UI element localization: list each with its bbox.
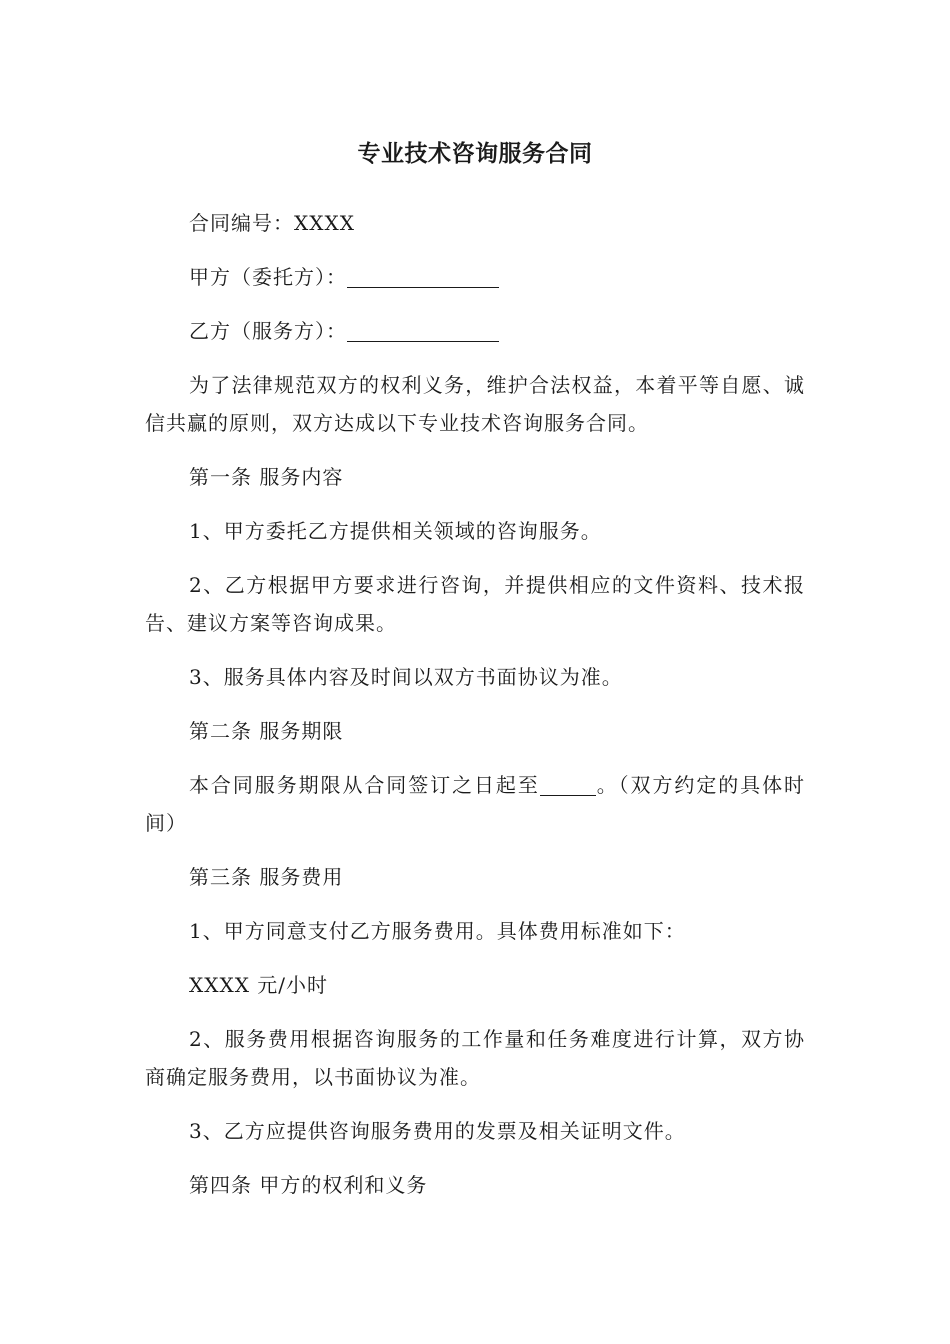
article-4-heading: 第四条 甲方的权利和义务	[189, 1173, 428, 1197]
party-a-label: 甲方（委托方）：	[189, 265, 347, 289]
document-title: 专业技术咨询服务合同	[357, 141, 593, 167]
article-1-heading: 第一条 服务内容	[189, 465, 344, 489]
article-3-item-2: 2、服务费用根据咨询服务的工作量和任务难度进行计算，双方协商确定服务费用，以书面协议为准。	[145, 1027, 805, 1089]
document-body	[145, 204, 805, 1220]
service-term-blank	[540, 771, 596, 796]
article-3-item-1: 1、甲方同意支付乙方服务费用。具体费用标准如下：	[189, 919, 686, 943]
article-1-item-1: 1、甲方委托乙方提供相关领域的咨询服务。	[189, 519, 602, 543]
party-b-label: 乙方（服务方）：	[189, 319, 347, 343]
article-3-rate: XXXX 元/小时	[189, 973, 329, 997]
article-3-heading: 第三条 服务费用	[189, 865, 344, 889]
article-3-item-3: 3、乙方应提供咨询服务费用的发票及相关证明文件。	[189, 1119, 686, 1143]
contract-number-text: 合同编号：XXXX	[189, 211, 355, 235]
contract-number	[145, 204, 805, 242]
article-2-text-after: 。（双方约定的具体时间）	[145, 773, 806, 835]
party-b-blank	[347, 317, 499, 342]
article-1-item-3: 3、服务具体内容及时间以双方书面协议为准。	[189, 665, 623, 689]
party-a-line	[145, 258, 805, 296]
article-2-heading: 第二条 服务期限	[189, 719, 344, 743]
party-a-blank	[347, 263, 499, 288]
article-1-item-2: 2、乙方根据甲方要求进行咨询，并提供相应的文件资料、技术报告、建议方案等咨询成果。	[145, 573, 805, 635]
preamble-paragraph: 为了法律规范双方的权利义务，维护合法权益，本着平等自愿、诚信共赢的原则，双方达成以下专业技术咨询服务合同。	[145, 373, 805, 435]
article-2-paragraph	[145, 766, 805, 842]
party-b-line	[145, 312, 805, 350]
article-2-text-before: 本合同服务期限从合同签订之日起至	[189, 773, 540, 797]
